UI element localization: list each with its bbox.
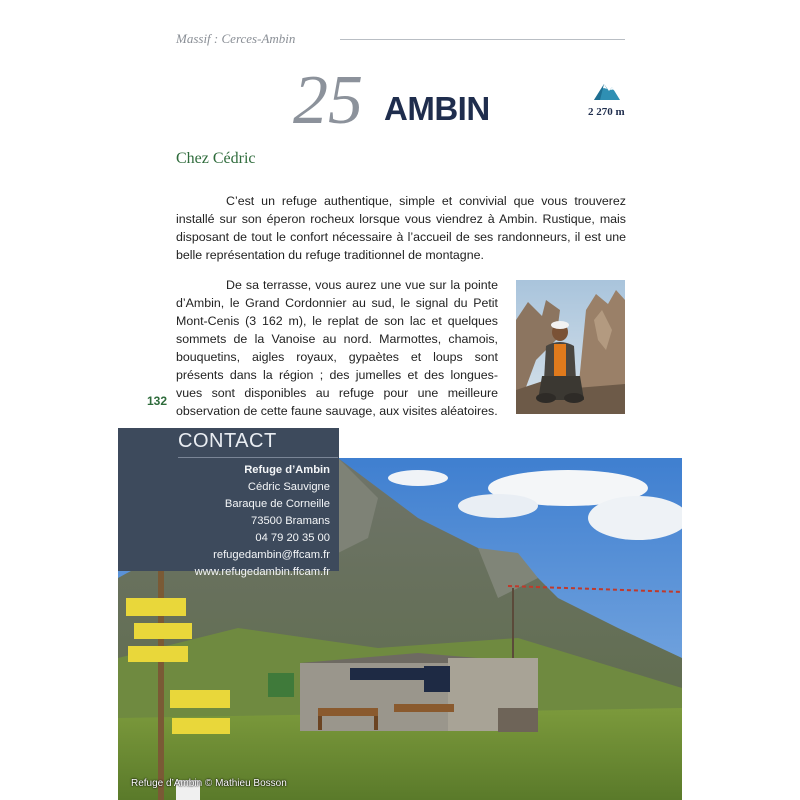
contact-email[interactable]: refugedambin@ffcam.fr [213, 549, 330, 561]
contact-address-line1: Baraque de Corneille [224, 498, 330, 510]
contact-divider [178, 457, 338, 458]
page-title: AMBIN [384, 90, 490, 127]
contact-name: Refuge d’Ambin [244, 464, 330, 476]
paragraph-intro: C’est un refuge authentique, simple et convivial que vous trouverez installé sur son éperon rocheux lorsque vous viendrez à Ambin. Rustique, mais disposant de tout le confort nécessaire à l’accueil de ses randonneurs, il est une belle représentation du refuge traditionnel de montagne. [176, 194, 626, 262]
contact-website[interactable]: www.refugedambin.ffcam.fr [194, 566, 330, 578]
contact-phone: 04 79 20 35 00 [255, 532, 330, 544]
massif-label: Massif : Cerces-Ambin [176, 31, 296, 46]
chapter-number: 25 [293, 62, 363, 139]
photo-credit: Refuge d’Ambin © Mathieu Bosson [131, 778, 287, 789]
section-subtitle: Chez Cédric [176, 150, 256, 167]
contact-box [118, 428, 339, 578]
mountain-icon [592, 78, 622, 102]
header-rule [340, 39, 625, 40]
contact-address-line2: 73500 Bramans [251, 515, 330, 527]
page-number: 132 [147, 394, 168, 408]
guardian-portrait-photo [516, 280, 625, 414]
contact-person: Cédric Sauvigne [247, 481, 330, 493]
contact-title: CONTACT [178, 430, 277, 452]
altitude-label: 2 270 m [588, 106, 625, 118]
paragraph-view: De sa terrasse, vous aurez une vue sur la pointe d’Ambin, le Grand Cordonnier au sud, le signal du Petit Mont-Cenis (3 162 m), le replat de son lac et quelques sommets de la Vanoise au nord. Marmottes, chamois, bouquetins, aigles royaux, gypaètes et loups sont présents dans la région ; des jumelles et des longues-vues sont disponibles au refuge pour une meilleure observation de cette faune sauvage, aux visites aléatoires. [176, 278, 498, 418]
